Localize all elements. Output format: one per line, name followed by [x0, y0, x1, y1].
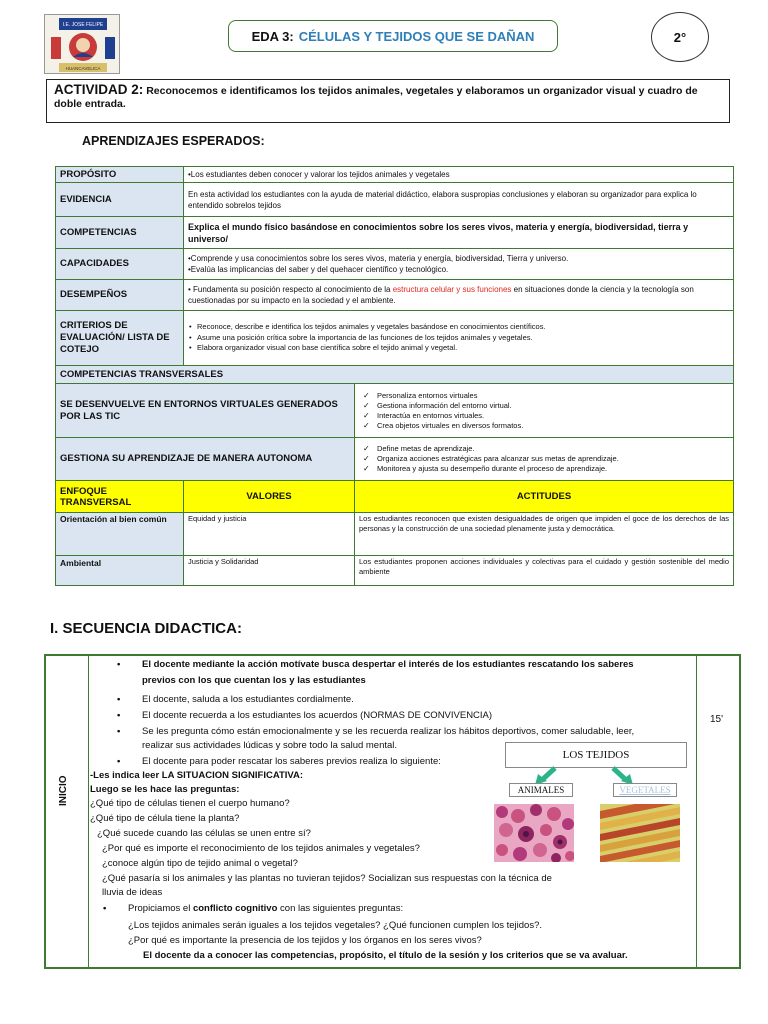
animal-tissue-image-icon — [494, 804, 574, 862]
competencias-label: COMPETENCIAS — [56, 217, 184, 249]
phase-label: INICIO — [58, 775, 69, 806]
sequence-line: ¿conoce algún tipo de tejido animal o vegetal? — [102, 858, 298, 869]
capacidades-line: •Comprende y usa conocimientos sobre los seres vivos, materia y energía, biodiversidad, Tierra y universo. — [188, 254, 569, 263]
school-logo — [44, 14, 120, 74]
desempenos-label: DESEMPEÑOS — [56, 280, 184, 311]
table-row — [56, 384, 734, 438]
capacidades-line: •Evalúa las implicancias del saber y del quehacer científico y tecnológico. — [188, 265, 449, 274]
desempenos-text: en situaciones donde la ciencia y la tecnología son cuestionadas por su impacto en la sociedad y el ambiente. — [188, 285, 694, 305]
table-row — [56, 513, 734, 556]
sequence-line: previos con los que cuentan los y las estudiantes — [142, 675, 366, 686]
sequence-line: lluvia de ideas — [102, 887, 163, 898]
sequence-line: • El docente mediante la acción motívate busca despertar el interés de los estudiantes rescatando los saberes — [142, 659, 634, 671]
aprendizajes-table — [55, 166, 734, 586]
table-row — [56, 438, 734, 481]
time-column — [696, 656, 739, 967]
capacidades-value — [184, 249, 734, 280]
sequence-line: • Se les pregunta cómo están emocionalmente y se les recuerda realizar los hábitos deportivos, comer saludable, leer, — [142, 726, 634, 738]
evidencia-label: EVIDENCIA — [56, 183, 184, 217]
table-row — [56, 280, 734, 311]
sequence-line: ¿Qué tipo de célula tiene la planta? — [90, 813, 240, 824]
criterio-item: • Elabora organizador visual con base científica sobre el tejido animal y vegetal. — [188, 343, 729, 354]
time-label: 15' — [710, 714, 724, 725]
criterios-label: CRITERIOS DE EVALUACIÓN/ LISTA DE COTEJO — [56, 311, 184, 366]
sequence-line: El docente da a conocer las competencias, propósito, el título de la sesión y los criterios que se va avaluar. — [143, 950, 628, 961]
sequence-line: • El docente, saluda a los estudiantes cordialmente. — [142, 694, 354, 706]
grade-badge — [651, 12, 709, 62]
activity-label: ACTIVIDAD 2: — [54, 82, 144, 97]
phase-column — [46, 656, 89, 967]
sequence-line — [128, 903, 403, 915]
tejidos-title-box: LOS TEJIDOS — [505, 742, 687, 768]
table-row — [56, 556, 734, 586]
sequence-text: Propiciamos el — [128, 903, 193, 914]
table-row — [56, 183, 734, 217]
actitudes-header: ACTITUDES — [355, 481, 734, 513]
sequence-line: ¿Por qué es importante la presencia de los tejidos y los órganos en los seres vivos? — [128, 935, 482, 946]
valores-header: VALORES — [184, 481, 355, 513]
desempenos-highlight: estructura celular y sus funciones — [392, 285, 512, 294]
tic-label: SE DESENVUELVE EN ENTORNOS VIRTUALES GENERADOS POR LAS TIC — [56, 384, 355, 438]
grade-label: 2° — [673, 29, 687, 45]
table-row — [56, 217, 734, 249]
criterio-item: • Reconoce, describe e identifica los tejidos animales y vegetales basándose en conocimientos científicos. — [188, 322, 729, 333]
sequence-bold: conflicto cognitivo — [192, 903, 278, 914]
plant-tissue-image-icon — [600, 804, 680, 862]
criterios-value — [184, 311, 734, 366]
autonoma-items — [355, 438, 734, 481]
secuencia-heading: I. SECUENCIA DIDACTICA: — [50, 620, 242, 637]
activity-box — [46, 79, 730, 123]
proposito-value: •Los estudiantes deben conocer y valorar los tejidos animales y vegetales — [184, 167, 734, 183]
activity-text: Reconocemos e identificamos los tejidos animales, vegetales y elaboramos un organizador visual y cuadro de doble entrada. — [54, 85, 698, 110]
sequence-line: realizar sus actividades lúdicas y sobre todo la salud mental. — [142, 740, 398, 751]
sequence-line: ¿Qué pasaría si los animales y las plantas no tuvieran tejidos? Socializan sus respuestas con la técnica de — [102, 873, 552, 884]
competencias-value: Explica el mundo físico basándose en conocimientos sobre los seres vivos, materia y energía, biodiversidad, tierra y universo/ — [184, 217, 734, 249]
evidencia-value: En esta actividad los estudiantes con la ayuda de material didáctico, elabora suspropias conclusiones y elaboran su organizador para explica lo entendido sobrelos tejidos — [184, 183, 734, 217]
check-item: ✓ Organiza acciones estratégicas para alcanzar sus metas de aprendizaje. — [359, 454, 729, 464]
sequence-line: ¿Qué tipo de células tienen el cuerpo humano? — [90, 798, 290, 809]
check-item: ✓ Interactúa en entornos virtuales. — [359, 411, 729, 421]
enfoque-valores: Justicia y Solidaridad — [184, 556, 355, 586]
sequence-line: • El docente para poder rescatar los saberes previos realiza lo siguiente: — [142, 756, 441, 768]
table-row — [56, 249, 734, 280]
table-row — [56, 366, 734, 384]
animales-tag: ANIMALES — [509, 783, 573, 797]
check-item: ✓ Monitorea y ajusta su desempeño durante el proceso de aprendizaje. — [359, 464, 729, 474]
aprendizajes-heading: APRENDIZAJES ESPERADOS: — [82, 134, 265, 148]
check-item: ✓ Define metas de aprendizaje. — [359, 444, 729, 454]
enfoque-actitudes: Los estudiantes reconocen que existen desigualdades de origen que impiden el goce de los derechos de las personas y la construcción de una sociedad plenamente justa y democrática. — [355, 513, 734, 556]
check-item: ✓ Personaliza entornos virtuales — [359, 391, 729, 401]
school-emblem-icon — [45, 15, 120, 74]
sequence-line: ¿Los tejidos animales serán iguales a los tejidos vegetales? ¿Qué funcionen cumplen los tejidos?. — [128, 920, 543, 931]
check-item: ✓ Crea objetos virtuales en diversos formatos. — [359, 421, 729, 431]
sequence-line: ¿Qué sucede cuando las células se unen entre sí? — [97, 828, 311, 839]
desempenos-text: • Fundamenta su posición respecto al conocimiento de la — [188, 285, 393, 294]
eda-title-box — [228, 20, 558, 52]
sequence-line: • El docente recuerda a los estudiantes los acuerdos (NORMAS DE CONVIVENCIA) — [142, 710, 492, 722]
table-row — [56, 481, 734, 513]
logo-text: I.E. JOSE FELIPE — [62, 22, 104, 28]
sequence-text: con las siguientes preguntas: — [277, 903, 404, 914]
transversales-heading: COMPETENCIAS TRANSVERSALES — [56, 366, 734, 384]
enfoque-actitudes: Los estudiantes proponen acciones individuales y colectivas para el cuidado y gestión sostenible del medio ambiente — [355, 556, 734, 586]
tic-items — [355, 384, 734, 438]
eda-label: EDA 3: — [251, 28, 294, 44]
table-row — [56, 167, 734, 183]
desempenos-value — [184, 280, 734, 311]
vegetales-tag: VEGETALES — [613, 783, 677, 797]
table-row — [56, 311, 734, 366]
logo-subtext: HUANCAVELICA — [65, 66, 101, 71]
sequence-line: Luego se les hace las preguntas: — [90, 784, 240, 795]
capacidades-label: CAPACIDADES — [56, 249, 184, 280]
sequence-line: -Les indica leer LA SITUACION SIGNIFICATIVA: — [90, 770, 304, 781]
eda-topic: CÉLULAS Y TEJIDOS QUE SE DAÑAN — [298, 28, 535, 44]
check-item: ✓ Gestiona información del entorno virtual. — [359, 401, 729, 411]
enfoque-header: ENFOQUE TRANSVERSAL — [56, 481, 184, 513]
proposito-label: PROPÓSITO — [56, 167, 184, 183]
enfoque-name: Ambiental — [56, 556, 184, 586]
sequence-line: ¿Por qué es importe el reconocimiento de los tejidos animales y vegetales? — [102, 843, 420, 854]
enfoque-valores: Equidad y justicia — [184, 513, 355, 556]
autonoma-label: GESTIONA SU APRENDIZAJE DE MANERA AUTONOMA — [56, 438, 355, 481]
enfoque-name: Orientación al bien común — [56, 513, 184, 556]
criterio-item: • Asume una posición crítica sobre la importancia de las funciones de los tejidos animales y vegetales. — [188, 333, 729, 344]
